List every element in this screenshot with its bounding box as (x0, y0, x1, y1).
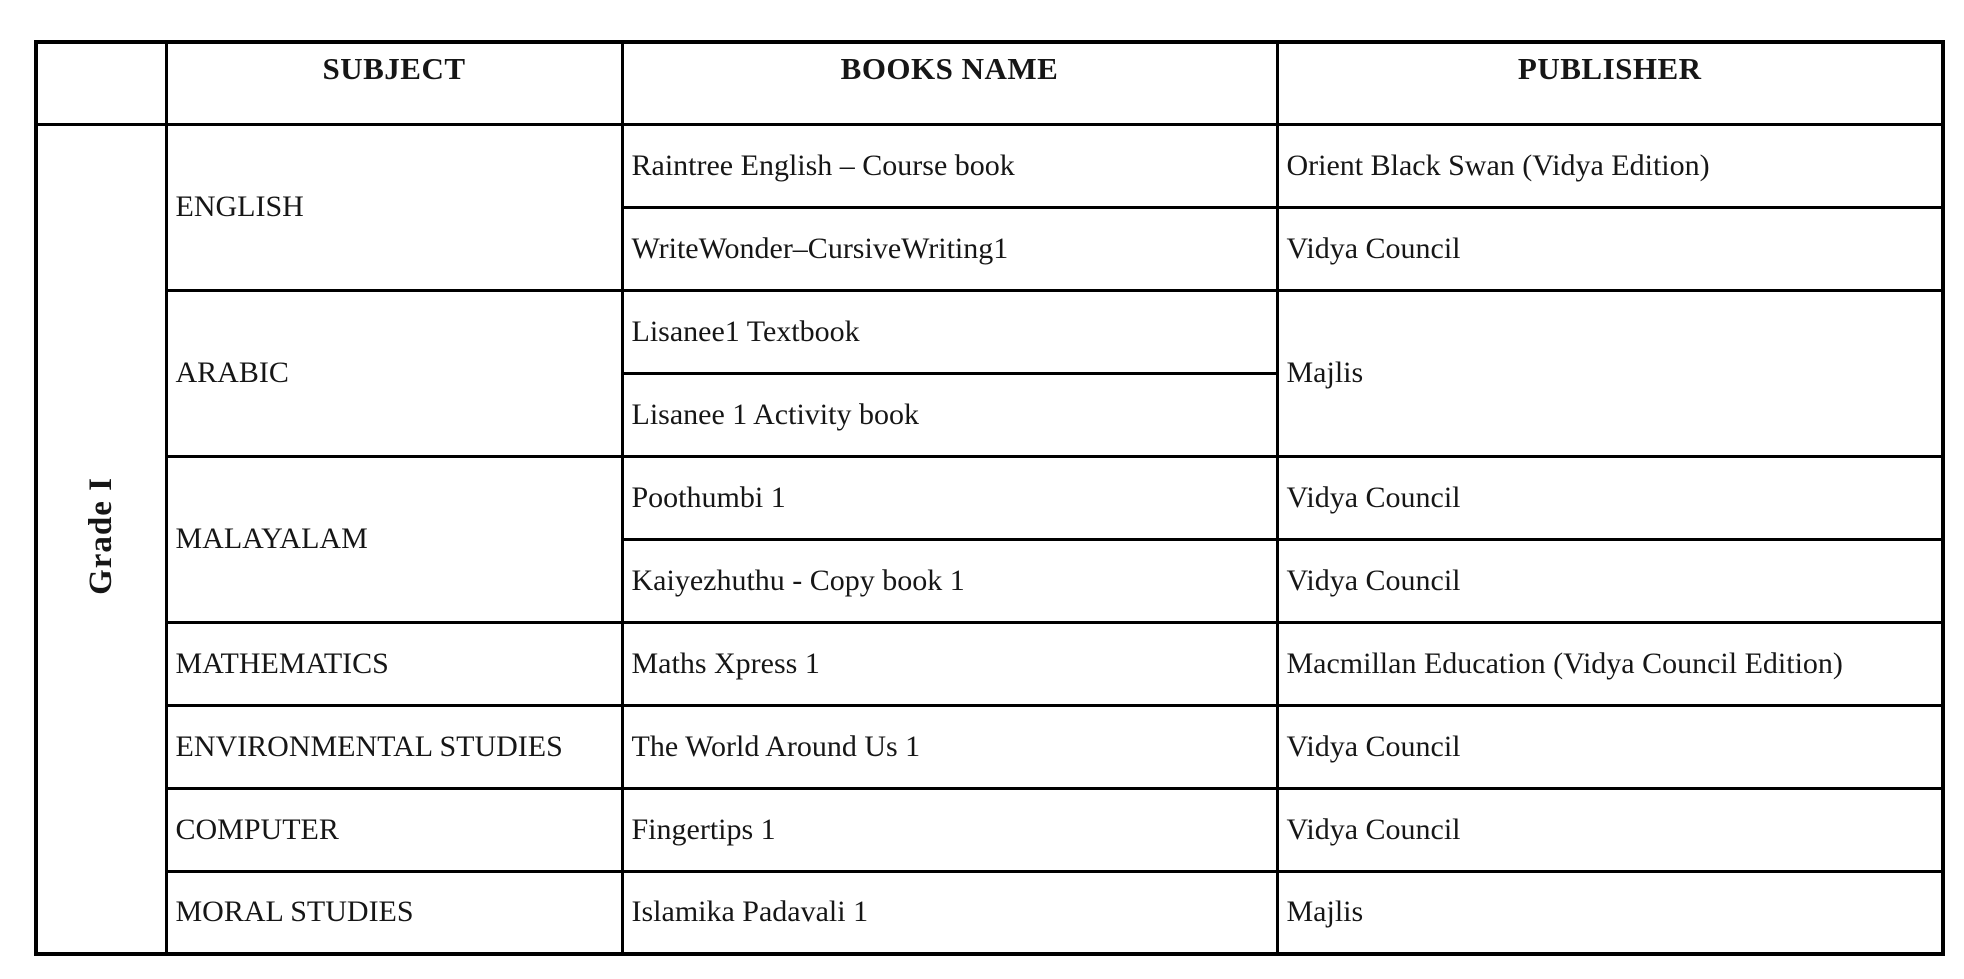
publisher-cell-majlis-2: Majlis (1277, 871, 1943, 954)
table-row (36, 622, 1943, 705)
publisher-cell-vidya-council-5: Vidya Council (1277, 788, 1943, 871)
book-cell-world-around-us: The World Around Us 1 (622, 705, 1277, 788)
table-row (36, 456, 1943, 539)
subject-cell-moral-studies: MORAL STUDIES (166, 871, 622, 954)
subject-cell-english: ENGLISH (166, 124, 622, 290)
subject-cell-arabic: ARABIC (166, 290, 622, 456)
publisher-cell-vidya-council-2: Vidya Council (1277, 456, 1943, 539)
book-cell-fingertips: Fingertips 1 (622, 788, 1277, 871)
book-cell-poothumbi: Poothumbi 1 (622, 456, 1277, 539)
book-cell-lisanee1-textbook: Lisanee1 Textbook (622, 290, 1277, 373)
header-grade-empty (36, 42, 166, 124)
grade-label: Grade I (82, 477, 119, 596)
table-row (36, 290, 1943, 373)
book-cell-islamika-padavali: Islamika Padavali 1 (622, 871, 1277, 954)
header-publisher: PUBLISHER (1277, 42, 1943, 124)
book-cell-maths-xpress: Maths Xpress 1 (622, 622, 1277, 705)
table-header-row (36, 42, 1943, 124)
subject-cell-malayalam: MALAYALAM (166, 456, 622, 622)
publisher-cell-macmillan: Macmillan Education (Vidya Council Edition) (1277, 622, 1943, 705)
publisher-cell-majlis-1: Majlis (1277, 290, 1943, 456)
header-books-name: BOOKS NAME (622, 42, 1277, 124)
book-cell-lisanee1-activity: Lisanee 1 Activity book (622, 373, 1277, 456)
subject-cell-mathematics: MATHEMATICS (166, 622, 622, 705)
grade1-booklist-table (34, 40, 1945, 956)
publisher-cell-vidya-council-1: Vidya Council (1277, 207, 1943, 290)
publisher-cell-orient-black-swan: Orient Black Swan (Vidya Edition) (1277, 124, 1943, 207)
header-subject: SUBJECT (166, 42, 622, 124)
book-cell-writewonder: WriteWonder–CursiveWriting1 (622, 207, 1277, 290)
publisher-cell-vidya-council-3: Vidya Council (1277, 539, 1943, 622)
publisher-cell-vidya-council-4: Vidya Council (1277, 705, 1943, 788)
table-row (36, 124, 1943, 207)
table-row (36, 871, 1943, 954)
book-cell-kaiyezhuthu: Kaiyezhuthu - Copy book 1 (622, 539, 1277, 622)
table-row (36, 705, 1943, 788)
book-cell-raintree-english: Raintree English – Course book (622, 124, 1277, 207)
subject-cell-environmental-studies: ENVIRONMENTAL STUDIES (166, 705, 622, 788)
table-row (36, 788, 1943, 871)
grade-cell (36, 124, 166, 954)
subject-cell-computer: COMPUTER (166, 788, 622, 871)
